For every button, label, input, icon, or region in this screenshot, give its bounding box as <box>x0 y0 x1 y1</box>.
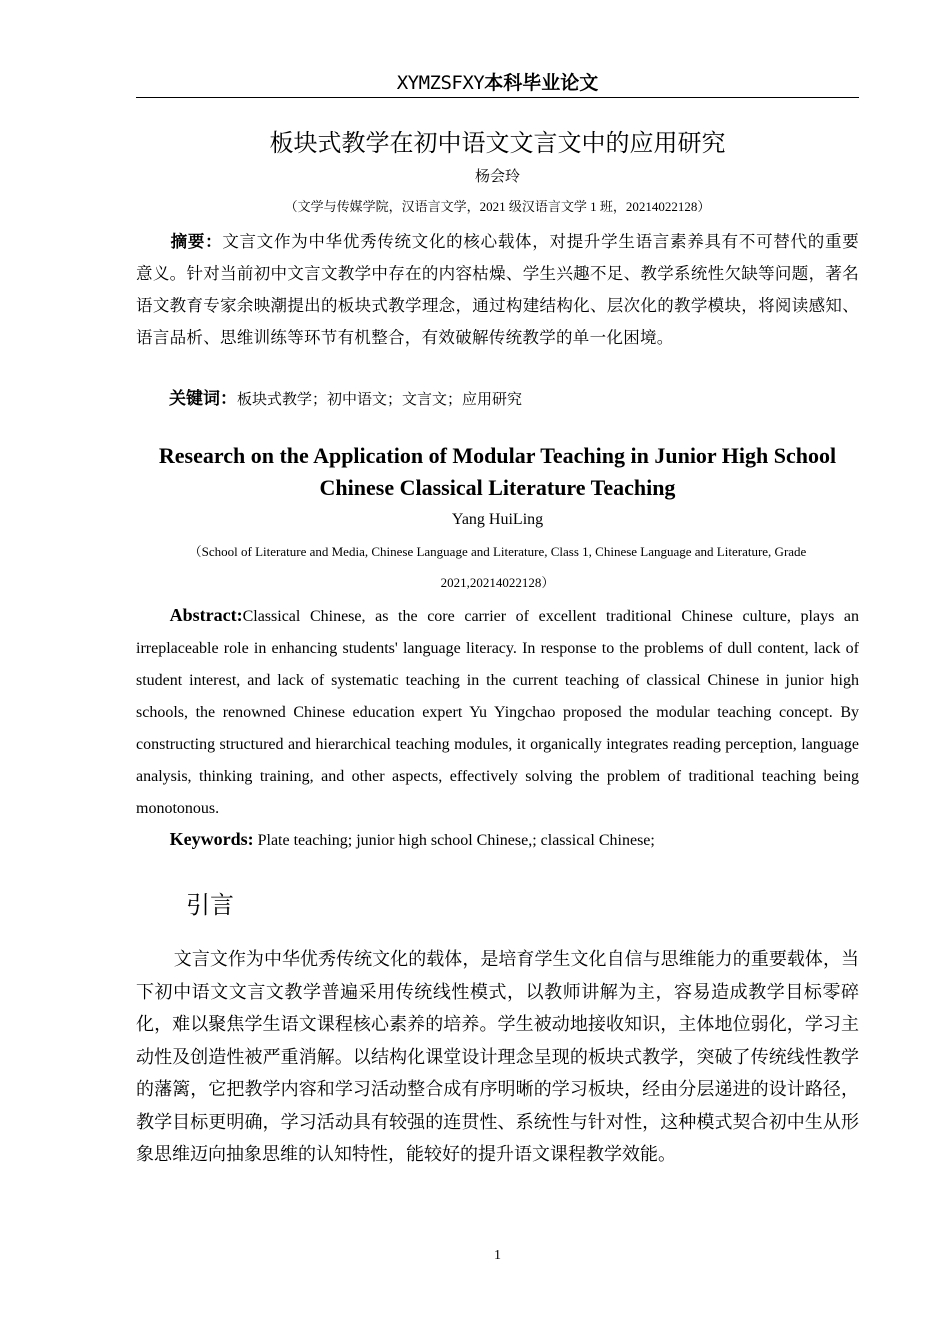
abstract-chinese-label: 摘要： <box>170 232 223 251</box>
section-heading-introduction: 引言 <box>186 891 234 919</box>
abstract-chinese <box>136 226 859 354</box>
header-label: 本科毕业论文 <box>484 72 599 94</box>
affiliation-chinese: （文学与传媒学院，汉语言文学，2021 级汉语言文学 1 班，20214022128） <box>284 199 711 214</box>
author-chinese: 杨会玲 <box>474 167 520 185</box>
running-header <box>136 72 859 98</box>
page-number: 1 <box>494 1248 501 1263</box>
keywords-chinese-label: 关键词： <box>169 389 237 409</box>
keywords-chinese-text: 板块式教学；初中语文；文言文；应用研究 <box>237 390 523 408</box>
header-code: XYMZSFXY <box>396 72 485 94</box>
paper-title-english-line2: Chinese Classical Literature Teaching <box>319 475 676 500</box>
abstract-english-text: Classical Chinese, as the core carrier of excellent traditional Chinese culture, plays an irreplaceable role in enhancing students' language literacy. In response to the problems of dull content, lack of student interest, and lack of systematic teaching in the current teaching of classical Chinese in junior high schools, the renowned Chinese education expert Yu Yingchao proposed the modular teaching concept. By constructing structured and hierarchical teaching modules, it organically integrates reading perception, language analysis, thinking training, and other aspects, effectively solving the problem of traditional teaching being monotonous. <box>136 608 859 817</box>
paper-title-english-line1: Research on the Application of Modular Teaching in Junior High School <box>158 443 837 468</box>
keywords-english-text: Plate teaching; junior high school Chinese,; classical Chinese; <box>253 832 655 849</box>
keywords-english-label: Keywords: <box>169 829 254 849</box>
paper-title-english <box>136 440 859 504</box>
keywords-chinese <box>136 384 859 414</box>
keywords-english <box>136 824 859 856</box>
paper-title-chinese: 板块式教学在初中语文文言文中的应用研究 <box>269 129 726 157</box>
author-english: Yang HuiLing <box>451 511 544 528</box>
abstract-english <box>136 599 859 825</box>
affiliation-english: （School of Literature and Media, Chinese Language and Literature, Class 1, Chinese Language and Literature, Grade 2021,20214022128） <box>188 544 807 590</box>
abstract-chinese-text: 文言文作为中华优秀传统文化的核心载体，对提升学生语言素养具有不可替代的重要意义。针对当前初中文言文教学中存在的内容枯燥、学生兴趣不足、教学系统性欠缺等问题，著名语文教育专家余映潮提出的板块式教学理念，通过构建结构化、层次化的教学模块，将阅读感知、语言品析、思维训练等环节有机整合，有效破解传统教学的单一化困境。 <box>136 232 859 347</box>
introduction-paragraph: 文言文作为中华优秀传统文化的载体，是培育学生文化自信与思维能力的重要载体，当下初中语文文言文教学普遍采用传统线性模式，以教师讲解为主，容易造成教学目标零碎化，难以聚焦学生语文课程核心素养的培养。学生被动地接收知识，主体地位弱化，学习主动性及创造性被严重消解。以结构化课堂设计理念呈现的板块式教学，突破了传统线性教学的藩篱，它把教学内容和学习活动整合成有序明晰的学习板块，经由分层递进的设计路径，教学目标更明确，学习活动具有较强的连贯性、系统性与针对性，这种模式契合初中生从形象思维迈向抽象思维的认知特性，能较好的提升语文课程教学效能。 <box>136 949 859 1165</box>
abstract-english-label: Abstract: <box>169 605 243 625</box>
